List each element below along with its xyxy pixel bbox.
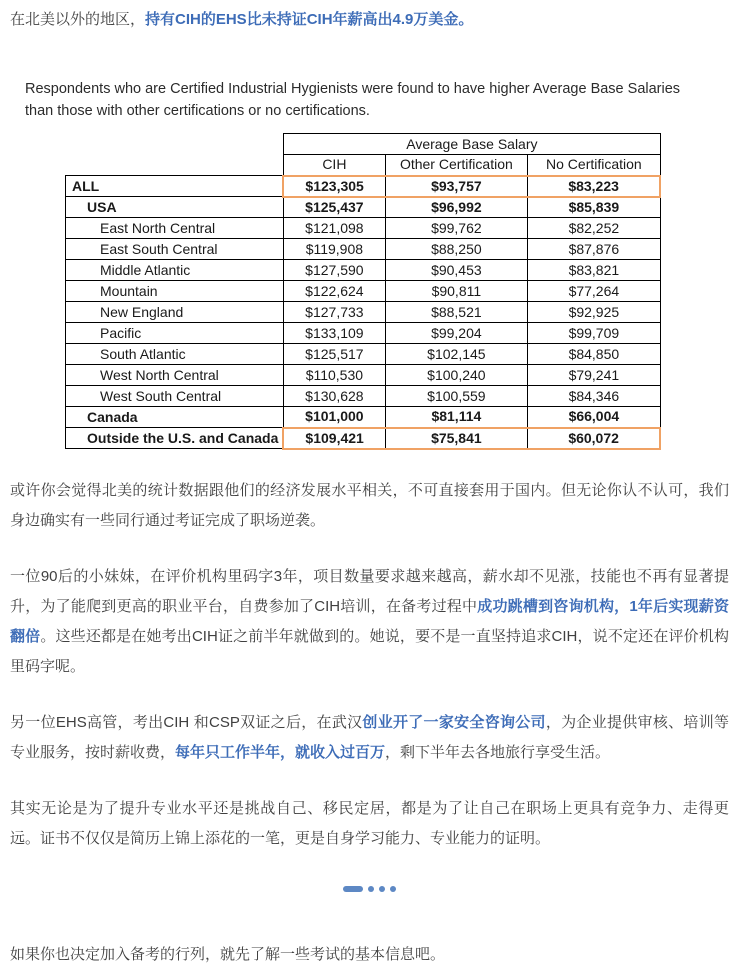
salary-value: $133,109 bbox=[283, 323, 385, 344]
salary-value: $77,264 bbox=[527, 281, 660, 302]
salary-value: $119,908 bbox=[283, 239, 385, 260]
table-row bbox=[66, 344, 661, 365]
salary-value: $99,762 bbox=[385, 218, 527, 239]
intro-line bbox=[10, 9, 729, 31]
divider-dot-icon bbox=[368, 886, 374, 892]
region-label: USA bbox=[66, 197, 284, 218]
salary-value: $79,241 bbox=[527, 365, 660, 386]
salary-value: $121,098 bbox=[283, 218, 385, 239]
region-label: Outside the U.S. and Canada bbox=[66, 428, 284, 449]
table-corner-blank bbox=[66, 134, 284, 155]
column-header-cih: CIH bbox=[283, 155, 385, 176]
salary-value: $123,305 bbox=[283, 176, 385, 197]
region-label: South Atlantic bbox=[66, 344, 284, 365]
table-row bbox=[66, 239, 661, 260]
region-label: East South Central bbox=[66, 239, 284, 260]
region-label: New England bbox=[66, 302, 284, 323]
salary-value: $90,453 bbox=[385, 260, 527, 281]
divider-dot-icon bbox=[379, 886, 385, 892]
body-text-run: ，剩下半年去各地旅行享受生活。 bbox=[385, 743, 611, 761]
divider-dot-icon bbox=[390, 886, 396, 892]
salary-value: $83,821 bbox=[527, 260, 660, 281]
table-group-header: Average Base Salary bbox=[283, 134, 660, 155]
salary-value: $92,925 bbox=[527, 302, 660, 323]
region-label: East North Central bbox=[66, 218, 284, 239]
salary-value: $101,000 bbox=[283, 407, 385, 428]
divider-dash-icon bbox=[343, 886, 363, 892]
salary-value: $81,114 bbox=[385, 407, 527, 428]
salary-value: $82,252 bbox=[527, 218, 660, 239]
table-row bbox=[66, 176, 661, 197]
intro-prefix: 在北美以外的地区， bbox=[10, 11, 146, 28]
body-paragraph bbox=[10, 794, 729, 854]
salary-value: $99,204 bbox=[385, 323, 527, 344]
body-text-run: 其实无论是为了提升专业水平还是挑战自己、移民定居，都是为了让自己在职场上更具有竞争力、走得更远。证书不仅仅是简历上锦上添花的一笔，更是自身学习能力、专业能力的证明。 bbox=[10, 799, 729, 847]
body-paragraph bbox=[10, 476, 729, 536]
column-header-other-certification: Other Certification bbox=[385, 155, 527, 176]
body-text-run: 。这些还都是在她考出CIH证之前半年就做到的。她说，要不是一直坚持追求CIH，说不定还在评价机构里码字呢。 bbox=[10, 627, 729, 675]
region-label: West North Central bbox=[66, 365, 284, 386]
table-row bbox=[66, 323, 661, 344]
table-row bbox=[66, 428, 661, 449]
table-row bbox=[66, 386, 661, 407]
table-row bbox=[66, 281, 661, 302]
region-label: ALL bbox=[66, 176, 284, 197]
highlighted-text: 成功跳槽到咨询机构，1年后实现薪资翻倍 bbox=[10, 597, 729, 645]
article-page bbox=[0, 9, 739, 970]
salary-value: $90,811 bbox=[385, 281, 527, 302]
table-row bbox=[66, 197, 661, 218]
intro-highlight: 持有CIH的EHS比未持证CIH年薪高出4.9万美金。 bbox=[145, 11, 474, 28]
salary-value: $88,250 bbox=[385, 239, 527, 260]
body-paragraph bbox=[10, 562, 729, 682]
table-group-header-row bbox=[66, 134, 661, 155]
table-row bbox=[66, 260, 661, 281]
salary-value: $125,517 bbox=[283, 344, 385, 365]
closing-line: 如果你也决定加入备考的行列，就先了解一些考试的基本信息吧。 bbox=[10, 945, 446, 963]
salary-value: $100,559 bbox=[385, 386, 527, 407]
table-row bbox=[66, 365, 661, 386]
body-text-run: 一位90后的小妹妹，在评价机构里码字3年，项目数量要求越来越高，薪水却不见涨，技能也不再有显著提升，为了能爬到更高的职业平台，自费参加了CIH培训，在备考过程中 bbox=[10, 567, 729, 615]
region-label: West South Central bbox=[66, 386, 284, 407]
body-text-run: 另一位EHS高管，考出CIH 和CSP双证之后，在武汉 bbox=[10, 713, 363, 731]
salary-value: $60,072 bbox=[527, 428, 660, 449]
article-body bbox=[10, 476, 729, 854]
figure-caption: Respondents who are Certified Industrial Hygienists were found to have higher Average Base Salaries than those with other certifications or no certifications. bbox=[25, 81, 681, 119]
salary-value: $99,709 bbox=[527, 323, 660, 344]
salary-value: $130,628 bbox=[283, 386, 385, 407]
body-text-run: 或许你会觉得北美的统计数据跟他们的经济发展水平相关，不可直接套用于国内。但无论你认不认可，我们身边确实有一些同行通过考证完成了职场逆袭。 bbox=[10, 481, 729, 529]
salary-figure bbox=[10, 78, 729, 450]
highlighted-text: 每年只工作半年，就收入过百万 bbox=[175, 743, 386, 761]
salary-value: $75,841 bbox=[385, 428, 527, 449]
column-header-no-certification: No Certification bbox=[527, 155, 660, 176]
body-text-run: ，为企业提供审核、培训等专业服务，按时薪收费， bbox=[10, 713, 729, 761]
section-divider bbox=[10, 884, 729, 894]
salary-value: $83,223 bbox=[527, 176, 660, 197]
table-row bbox=[66, 407, 661, 428]
table-column-header-row bbox=[66, 155, 661, 176]
salary-value: $109,421 bbox=[283, 428, 385, 449]
salary-value: $110,530 bbox=[283, 365, 385, 386]
salary-value: $87,876 bbox=[527, 239, 660, 260]
salary-table bbox=[65, 133, 661, 450]
salary-value: $102,145 bbox=[385, 344, 527, 365]
body-paragraph bbox=[10, 708, 729, 768]
salary-value: $125,437 bbox=[283, 197, 385, 218]
region-label: Pacific bbox=[66, 323, 284, 344]
salary-value: $122,624 bbox=[283, 281, 385, 302]
table-row bbox=[66, 302, 661, 323]
salary-value: $85,839 bbox=[527, 197, 660, 218]
region-label: Middle Atlantic bbox=[66, 260, 284, 281]
salary-value: $127,733 bbox=[283, 302, 385, 323]
salary-value: $127,590 bbox=[283, 260, 385, 281]
salary-value: $93,757 bbox=[385, 176, 527, 197]
region-label: Canada bbox=[66, 407, 284, 428]
salary-value: $88,521 bbox=[385, 302, 527, 323]
salary-value: $66,004 bbox=[527, 407, 660, 428]
highlighted-text: 创业开了一家安全咨询公司 bbox=[362, 713, 546, 731]
salary-value: $84,346 bbox=[527, 386, 660, 407]
table-row bbox=[66, 218, 661, 239]
salary-value: $84,850 bbox=[527, 344, 660, 365]
salary-value: $100,240 bbox=[385, 365, 527, 386]
region-label: Mountain bbox=[66, 281, 284, 302]
salary-value: $96,992 bbox=[385, 197, 527, 218]
table-corner-blank bbox=[66, 155, 284, 176]
